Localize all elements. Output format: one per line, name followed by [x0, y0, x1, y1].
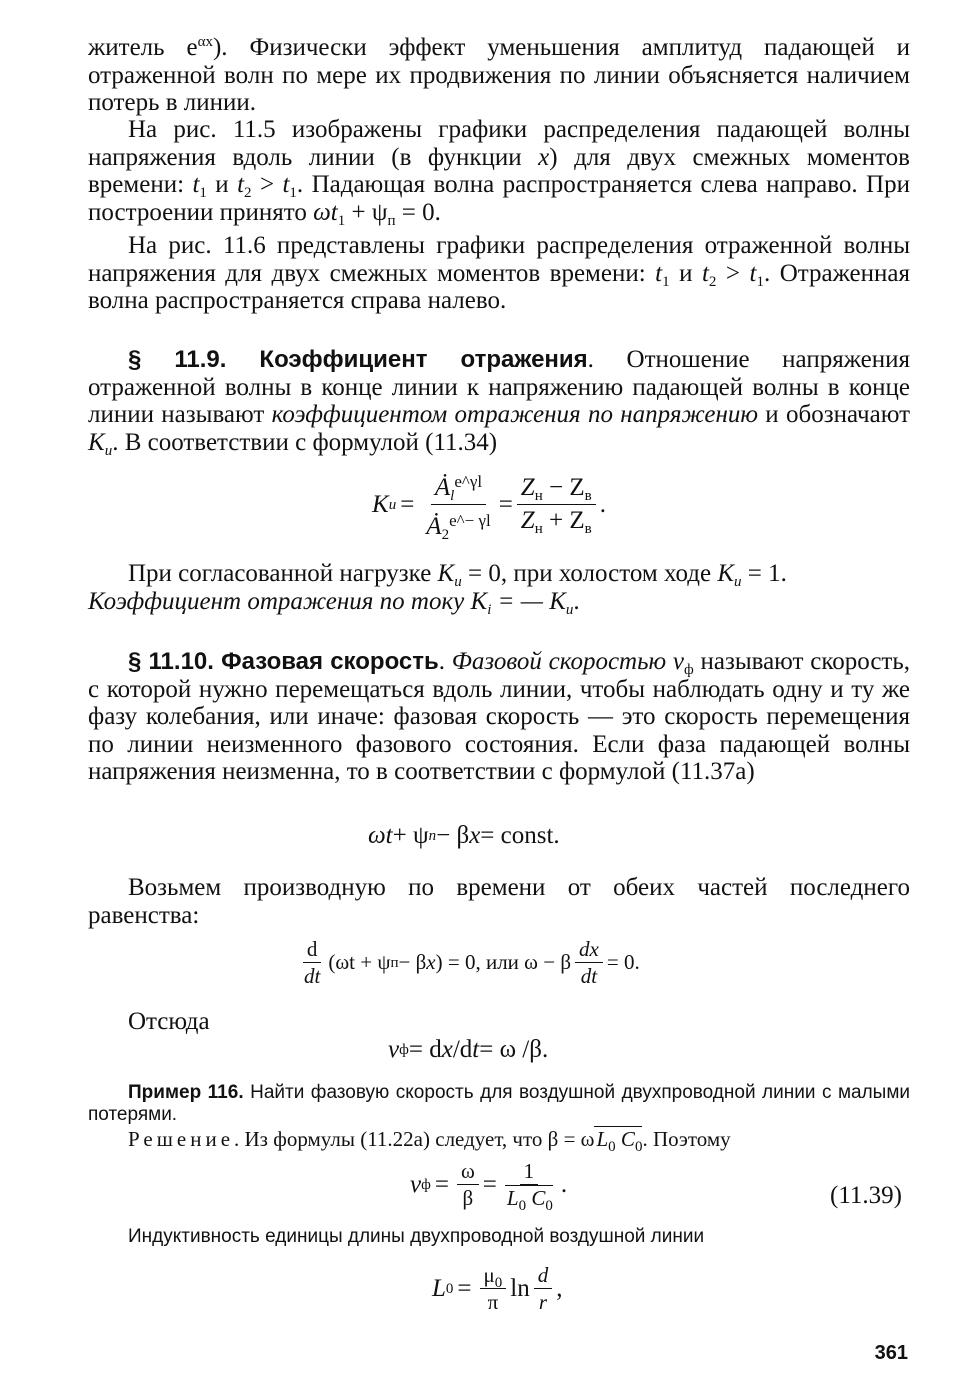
paragraph-matched-load: При согласованной нагрузке $K_u = 0$, при холостом ходе $K_u = 1$. Коэффициент отражения по току $K_i$ = — $K_u$.: [88, 560, 787, 618]
paragraph-continuation: житель $e^{\alpha x}$). Физически эффект уменьшения амплитуд падающей и отраженной волн по мере их продвижения по линии объясняется наличием потерь в линии.: [88, 34, 911, 116]
solution-line: Решение. Из формулы (11.22а) следует, что $\beta = \omega L_0$ $C_0$. Поэтому: [128, 1127, 731, 1155]
paragraph-inductance: Индуктивность единицы длины двухпроводной воздушной линии: [128, 1226, 705, 1247]
equation-number: (11.39): [830, 1182, 902, 1209]
formula-derivative: $\frac{d}{dt}$ (ωt + ψ п − β x ) = 0, или ω − β $\frac{dx}{dt}$ = 0.: [304, 937, 640, 988]
fraction-amplitudes: $\frac{Ȧ_l^{e\^{}\gamma l}}{Ȧ_2^{e\^{}- \gamma l}}$: [422, 468, 494, 541]
word-hence: Отсюда: [128, 1008, 210, 1035]
section-heading: § 11.9. Коэффициент отражения: [128, 346, 588, 373]
formula-inductance: L 0 = $\frac{\mu_0}{\pi}$ ln $\frac{d}{r}$ ,: [432, 1263, 563, 1314]
section-11-10: § 11.10. Фазовая скорость. Фазовой скоростью $v_ф$ называют скорость, с которой нужно перемещаться вдоль линии, чтобы наблюдать одну и ту же фазу колебания, или иначе: фазовая скорость — это скорость перемещения по линии неизменного фазового состояния. Если фаза падающей волны напряжения неизменна, то в соответствии с формулой (11.37а): [88, 648, 910, 785]
paragraph-fig-11-6: На рис. 11.6 представлены графики распределения отраженной волны напряжения для двух смежных моментов времени: $t_1$ и $t_2 > t_1$. Отраженная волна распространяется справа налево.: [88, 232, 910, 314]
formula-phase-constant: ωt + ψ п − β x = const.: [368, 822, 560, 849]
example-116: Пример 116. Найти фазовую скорость для воздушной двухпроводной линии с малыми потерями.: [88, 1082, 910, 1125]
paragraph-derivative: Возьмем производную по времени от обеих частей последнего равенства:: [88, 874, 910, 929]
fraction-impedances: $\frac{Z_н - Z_в}{Z_н + Z_в}$: [517, 474, 596, 535]
section-11-9: § 11.9. Коэффициент отражения. Отношение напряжения отраженной волны в конце линии к напряжению падающей волны в конце линии называют коэффициентом отражения по напряжению и обозначают $K_u$. В соответствии с формулой (11.34): [88, 346, 910, 459]
section-heading: § 11.10. Фазовая скорость: [128, 648, 439, 675]
paragraph-fig-11-5: На рис. 11.5 изображены графики распределения падающей волны напряжения вдоль линии (в функции x) для двух смежных моментов времени: $t_1$ и $t_2 > t_1$. Падающая волна распространяется слева направо. При построении принято $\omega t_1 + \psi_п = 0$.: [88, 116, 910, 229]
formula-reflection-coefficient: K u = $\frac{Ȧ_l^{e\^{}\gamma l}}{Ȧ_2^{e\^{}- \gamma l}}$ = $\frac{Z_н - Z_в}{Z_н + Z_в}$ .: [372, 468, 606, 541]
page-number: 361: [874, 1342, 908, 1364]
formula-11-39: v ф = $\frac{\omega}{\beta}$ = $\frac{1}{L_0 C_0}$ .: [410, 1159, 568, 1214]
formula-phase-velocity: v ф = d x /d t = ω /β.: [388, 1036, 549, 1063]
